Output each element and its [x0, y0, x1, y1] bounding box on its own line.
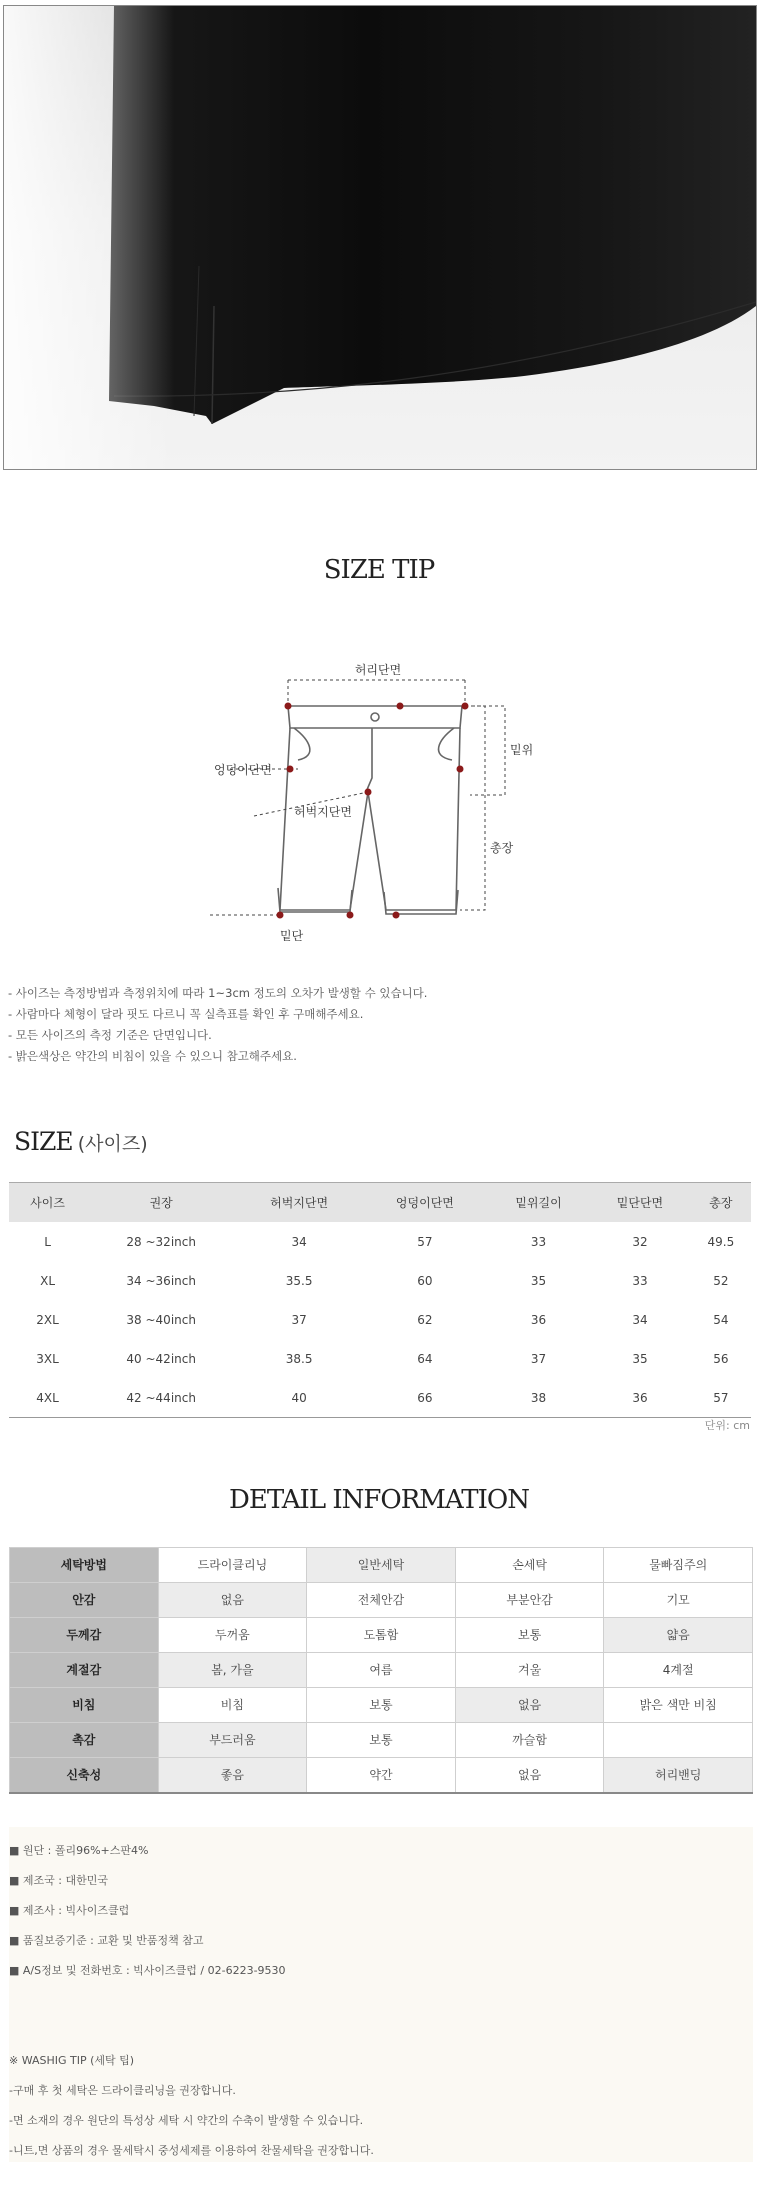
detail-option-cell: 부드러움	[158, 1723, 307, 1758]
length-label: 총장	[490, 841, 514, 855]
note-line: - 사람마다 체형이 달라 핏도 다르니 꼭 실측표를 확인 후 구매해주세요.	[8, 1007, 364, 1021]
detail-row	[10, 1688, 753, 1723]
col-header: 사이즈	[9, 1183, 86, 1223]
info-item: ■ 제조국 : 대한민국	[9, 1874, 108, 1887]
detail-option-cell: 없음	[158, 1583, 307, 1618]
table-cell: 32	[632, 1234, 648, 1249]
detail-row-header: 안감	[10, 1583, 159, 1618]
size-table-header	[9, 1183, 751, 1223]
detail-option-cell: 겨울	[455, 1653, 604, 1688]
table-cell: L	[44, 1234, 51, 1249]
detail-row	[10, 1653, 753, 1688]
detail-option-cell: 얇음	[604, 1618, 753, 1653]
wash-tip-title: ※ WASHIG TIP (세탁 팁)	[9, 2054, 135, 2067]
table-cell: 62	[417, 1312, 433, 1327]
thigh-label: 허벅지단면	[294, 805, 352, 819]
note-line: - 밝은색상은 약간의 비침이 있을 수 있으니 참고해주세요.	[8, 1049, 297, 1063]
table-cell: 49.5	[707, 1234, 735, 1249]
note-line: - 모든 사이즈의 측정 기준은 단면입니다.	[8, 1028, 212, 1042]
size-tip-notes	[8, 983, 427, 1067]
detail-row	[10, 1758, 753, 1794]
detail-row	[10, 1618, 753, 1653]
waist-label: 허리단면	[354, 663, 402, 677]
table-cell: 33	[530, 1234, 547, 1249]
table-row	[9, 1300, 751, 1339]
table-cell: 36	[530, 1312, 547, 1327]
detail-option-cell: 없음	[455, 1758, 604, 1794]
size-title	[14, 1127, 148, 1156]
detail-option-cell: 도톰함	[307, 1618, 456, 1653]
col-header: 권장	[86, 1183, 236, 1223]
wash-tip-item: -구매 후 첫 세탁은 드라이클리닝을 권장합니다.	[9, 2084, 236, 2097]
table-cell: 34 ~36inch	[126, 1273, 196, 1288]
table-cell: 33	[632, 1273, 648, 1288]
detail-row	[10, 1723, 753, 1758]
detail-option-cell: 4계절	[604, 1653, 753, 1688]
detail-option-cell: 없음	[455, 1688, 604, 1723]
size-tip-title: SIZE TIP	[323, 555, 435, 585]
table-cell: 38 ~40inch	[126, 1312, 196, 1327]
detail-option-cell: 허리밴딩	[604, 1758, 753, 1794]
detail-option-cell: 보통	[307, 1688, 456, 1723]
table-cell: 57	[417, 1234, 433, 1249]
table-cell: 42 ~44inch	[86, 1378, 236, 1418]
detail-row-header: 비침	[10, 1688, 159, 1723]
detail-row-header: 촉감	[10, 1723, 159, 1758]
detail-row-header: 계절감	[10, 1653, 159, 1688]
table-cell: 56	[713, 1351, 729, 1366]
unit-note: 단위: cm	[704, 1419, 750, 1432]
table-cell: 4XL	[9, 1378, 86, 1418]
table-cell: 3XL	[36, 1351, 59, 1366]
table-cell: 38.5	[285, 1351, 313, 1366]
rise-label: 밑위	[510, 743, 534, 757]
hip-label: 엉덩이단면	[214, 763, 272, 777]
col-header: 밑단단면	[589, 1183, 690, 1223]
detail-row	[10, 1583, 753, 1618]
table-cell: 66	[362, 1378, 488, 1418]
detail-row	[10, 1548, 753, 1583]
col-header: 엉덩이단면	[362, 1183, 488, 1223]
size-title-sub: (사이즈)	[77, 1133, 148, 1155]
detail-option-cell: 손세탁	[455, 1548, 604, 1583]
info-item: ■ 제조사 : 빅사이즈클럽	[9, 1904, 130, 1917]
detail-option-cell: 보통	[307, 1723, 456, 1758]
col-header: 총장	[691, 1183, 751, 1223]
table-cell: 2XL	[36, 1312, 59, 1327]
product-photo	[3, 5, 757, 470]
table-cell: 57	[691, 1378, 751, 1418]
detail-option-cell: 기모	[604, 1583, 753, 1618]
detail-title: DETAIL INFORMATION	[229, 1485, 529, 1515]
detail-option-cell: 일반세탁	[307, 1548, 456, 1583]
col-header: 허벅지단면	[236, 1183, 362, 1223]
detail-option-cell	[604, 1723, 753, 1758]
table-row	[9, 1378, 751, 1418]
size-title-main: SIZE	[14, 1127, 73, 1156]
detail-option-cell: 약간	[307, 1758, 456, 1794]
detail-option-cell: 좋음	[158, 1758, 307, 1794]
detail-option-cell: 전체안감	[307, 1583, 456, 1618]
table-cell: 37	[530, 1351, 547, 1366]
detail-option-cell: 여름	[307, 1653, 456, 1688]
table-cell: 34	[291, 1234, 307, 1249]
detail-option-cell: 밝은 색만 비침	[604, 1688, 753, 1723]
table-cell: 54	[713, 1312, 729, 1327]
table-cell: 28 ~32inch	[126, 1234, 196, 1249]
detail-row-header: 두께감	[10, 1618, 159, 1653]
table-row	[9, 1222, 751, 1261]
detail-option-cell: 드라이클리닝	[158, 1548, 307, 1583]
table-cell: 38	[488, 1378, 589, 1418]
note-line: - 사이즈는 측정방법과 측정위치에 따라 1~3cm 정도의 오차가 발생할 수 있습니다.	[8, 986, 428, 1000]
table-cell: 60	[417, 1273, 433, 1288]
detail-option-cell: 까슬함	[455, 1723, 604, 1758]
detail-option-cell: 두꺼움	[158, 1618, 307, 1653]
product-info-box	[9, 1827, 753, 2162]
detail-row-header: 세탁방법	[10, 1548, 159, 1583]
table-cell: 35.5	[285, 1273, 313, 1288]
size-table	[9, 1182, 751, 1418]
table-cell: 36	[589, 1378, 690, 1418]
detail-option-cell: 봄, 가을	[158, 1653, 307, 1688]
table-cell: 52	[713, 1273, 729, 1288]
detail-option-cell: 보통	[455, 1618, 604, 1653]
table-cell: 35	[632, 1351, 648, 1366]
table-cell: 35	[530, 1273, 547, 1288]
table-cell: 40 ~42inch	[126, 1351, 196, 1366]
table-cell: 64	[417, 1351, 433, 1366]
detail-row-header: 신축성	[10, 1758, 159, 1794]
pants-measurement-diagram	[190, 660, 570, 950]
table-row	[9, 1339, 751, 1378]
info-item: ■ 품질보증기준 : 교환 및 반품정책 참고	[9, 1934, 204, 1947]
info-item: ■ A/S정보 및 전화번호 : 빅사이즈클럽 / 02-6223-9530	[9, 1964, 286, 1977]
wash-tip-item: -면 소재의 경우 원단의 특성상 세탁 시 약간의 수축이 발생할 수 있습니다.	[9, 2114, 364, 2127]
detail-option-cell: 물빠짐주의	[604, 1548, 753, 1583]
hem-label: 밑단	[280, 929, 304, 943]
table-cell: 37	[291, 1312, 307, 1327]
col-header: 밑위길이	[488, 1183, 589, 1223]
table-cell: 40	[236, 1378, 362, 1418]
detail-table	[9, 1547, 753, 1794]
table-row	[9, 1261, 751, 1300]
table-cell: XL	[40, 1273, 56, 1288]
info-item: ■ 원단 : 폴리96%+스판4%	[9, 1844, 149, 1857]
table-cell: 34	[632, 1312, 648, 1327]
wash-tip-item: -니트,면 상품의 경우 물세탁시 중성세제를 이용하여 찬물세탁을 권장합니다.	[9, 2144, 374, 2157]
detail-option-cell: 부분안감	[455, 1583, 604, 1618]
detail-option-cell: 비침	[158, 1688, 307, 1723]
